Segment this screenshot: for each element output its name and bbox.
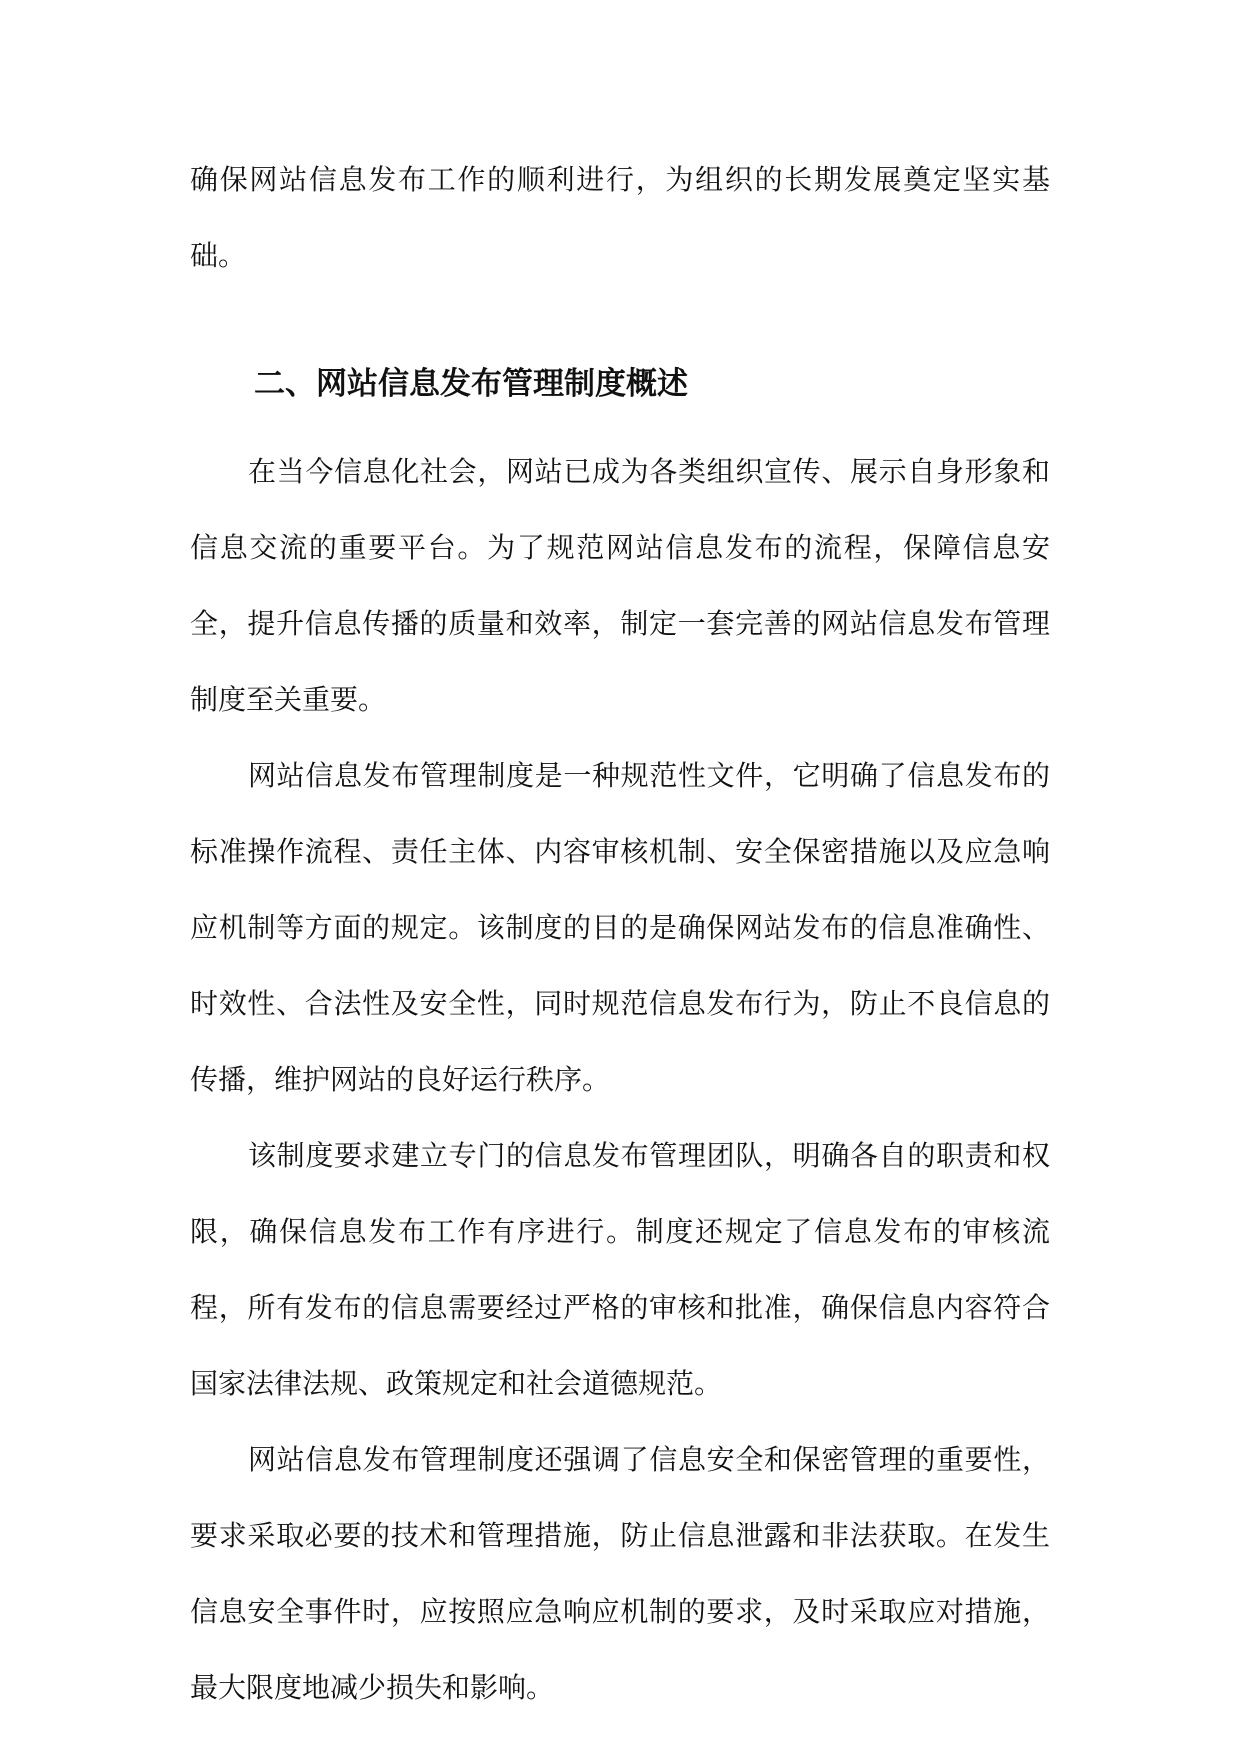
document-body xyxy=(190,142,1050,1726)
body-paragraph-4: 网站信息发布管理制度还强调了信息安全和保密管理的重要性，要求采取必要的技术和管理措施，防止信息泄露和非法获取。在发生信息安全事件时，应按照应急响应机制的要求，及时采取应对措施，最大限度地减少损失和影响。 xyxy=(190,1443,1050,1704)
section-heading: 二、网站信息发布管理制度概述 xyxy=(254,366,688,402)
intro-continuation-paragraph: 确保网站信息发布工作的顺利进行，为组织的长期发展奠定坚实基础。 xyxy=(190,163,1050,272)
body-paragraph-2: 网站信息发布管理制度是一种规范性文件，它明确了信息发布的标准操作流程、责任主体、内容审核机制、安全保密措施以及应急响应机制等方面的规定。该制度的目的是确保网站发布的信息准确性、时效性、合法性及安全性，同时规范信息发布行为，防止不良信息的传播，维护网站的良好运行秩序。 xyxy=(190,759,1050,1096)
body-paragraph-3: 该制度要求建立专门的信息发布管理团队，明确各自的职责和权限，确保信息发布工作有序进行。制度还规定了信息发布的审核流程，所有发布的信息需要经过严格的审核和批准，确保信息内容符合国家法律法规、政策规定和社会道德规范。 xyxy=(190,1139,1050,1400)
body-paragraph-1: 在当今信息化社会，网站已成为各类组织宣传、展示自身形象和信息交流的重要平台。为了规范网站信息发布的流程，保障信息安全，提升信息传播的质量和效率，制定一套完善的网站信息发布管理制度至关重要。 xyxy=(190,455,1050,716)
